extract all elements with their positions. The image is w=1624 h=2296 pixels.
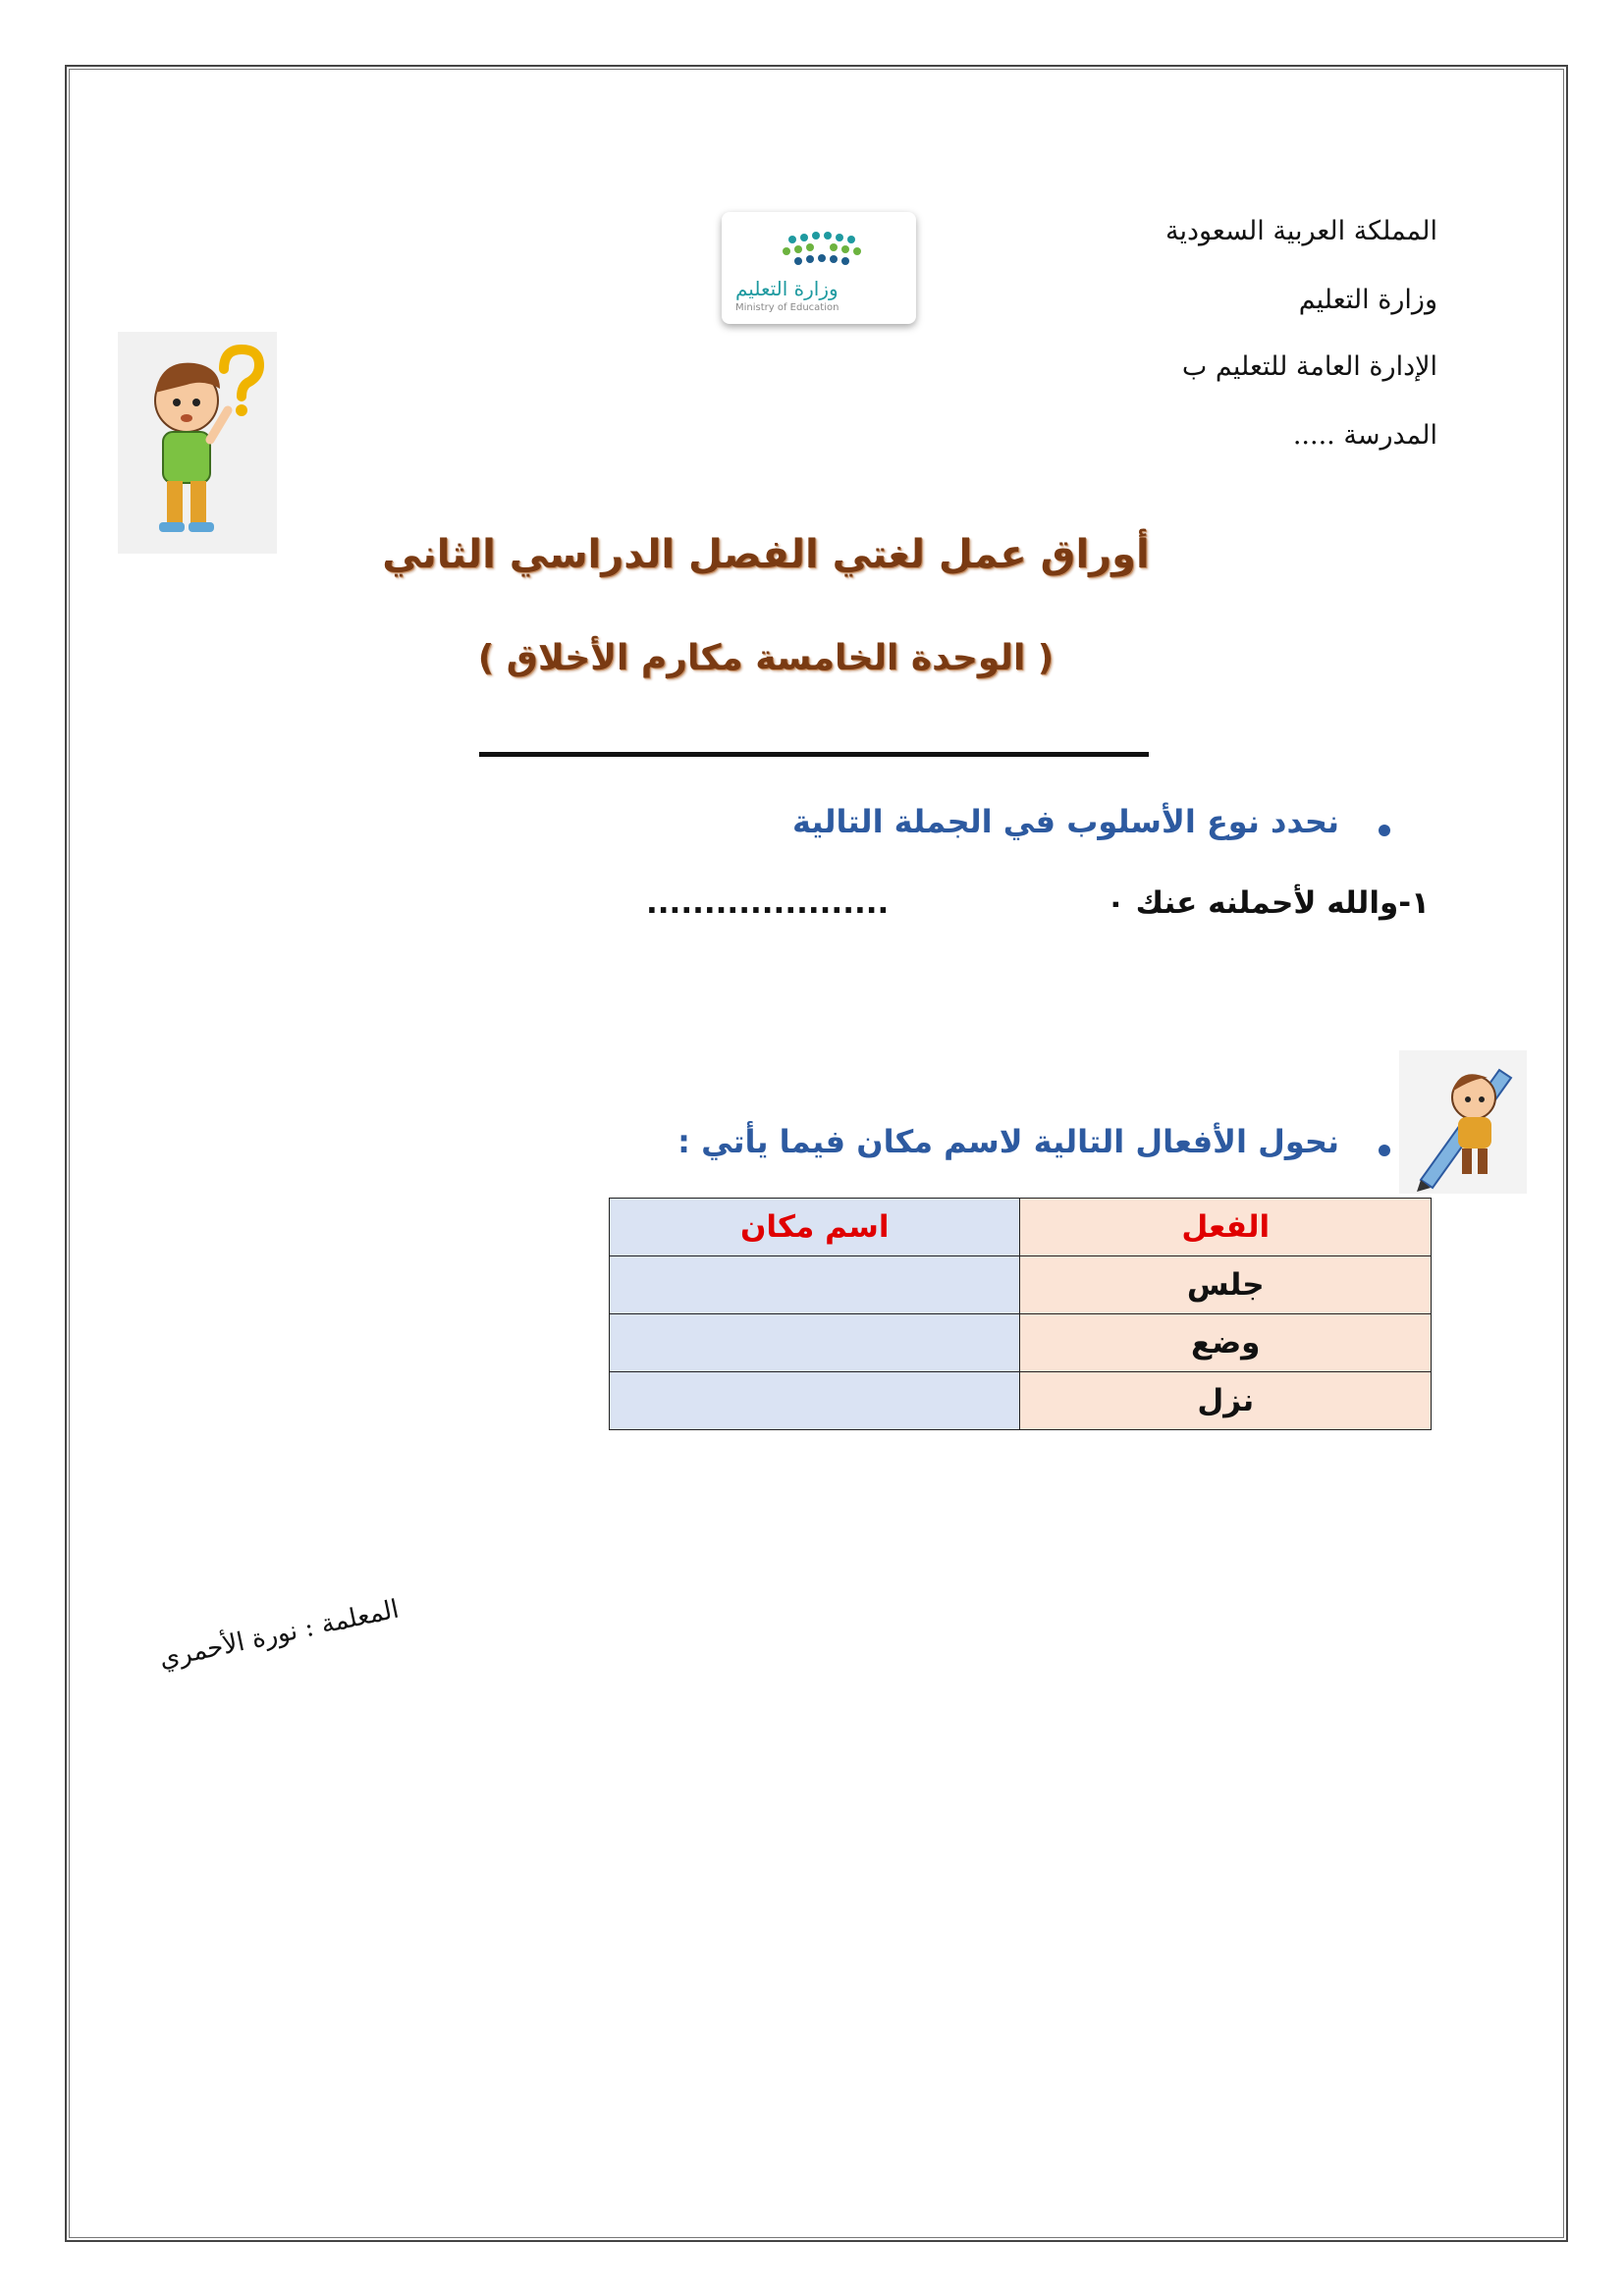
question-1: ١-والله لأحملنه عنك ٠ bbox=[1106, 885, 1430, 921]
unit-subtitle: ( الوحدة الخامسة مكارم الأخلاق ) bbox=[477, 638, 1055, 678]
worksheet-title: أوراق عمل لغتي الفصل الدراسي الثاني bbox=[382, 532, 1150, 577]
header-school: المدرسة ..... bbox=[1292, 420, 1437, 451]
teacher-signature: المعلمة : نورة الأحمري bbox=[156, 1594, 402, 1675]
table-row bbox=[610, 1372, 1432, 1430]
table-row bbox=[610, 1256, 1432, 1314]
table-header-row bbox=[610, 1199, 1432, 1256]
table-row bbox=[610, 1314, 1432, 1372]
thinking-boy-illustration bbox=[118, 332, 277, 554]
header-place-noun: اسم مكان bbox=[610, 1199, 1020, 1256]
ministry-logo-icon bbox=[722, 212, 916, 281]
verb-cell: وضع bbox=[1020, 1314, 1432, 1372]
ministry-logo bbox=[722, 212, 916, 324]
verb-cell: جلس bbox=[1020, 1256, 1432, 1314]
bullet-icon bbox=[1379, 1145, 1390, 1156]
pencil-boy-icon bbox=[1399, 1050, 1527, 1194]
verbs-table bbox=[609, 1198, 1432, 1430]
header-country: المملكة العربية السعودية bbox=[1164, 216, 1437, 246]
header-ministry: وزارة التعليم bbox=[1298, 285, 1437, 315]
section2-instruction: نحول الأفعال التالية لاسم مكان فيما يأتي : bbox=[677, 1123, 1339, 1160]
section1-instruction: نحدد نوع الأسلوب في الجملة التالية bbox=[791, 803, 1339, 840]
place-noun-cell[interactable] bbox=[610, 1256, 1020, 1314]
answer-blank[interactable]: ..................... bbox=[646, 885, 890, 921]
header-directorate: الإدارة العامة للتعليم ب bbox=[1181, 351, 1437, 382]
bullet-icon bbox=[1379, 825, 1390, 836]
thinking-boy-icon bbox=[118, 332, 277, 554]
logo-text-ar: وزارة التعليم bbox=[735, 277, 839, 300]
header-verb: الفعل bbox=[1020, 1199, 1432, 1256]
logo-text-en: Ministry of Education bbox=[735, 302, 839, 313]
verb-cell: نزل bbox=[1020, 1372, 1432, 1430]
title-divider bbox=[479, 752, 1149, 757]
place-noun-cell[interactable] bbox=[610, 1372, 1020, 1430]
pencil-boy-illustration bbox=[1399, 1050, 1527, 1194]
place-noun-cell[interactable] bbox=[610, 1314, 1020, 1372]
